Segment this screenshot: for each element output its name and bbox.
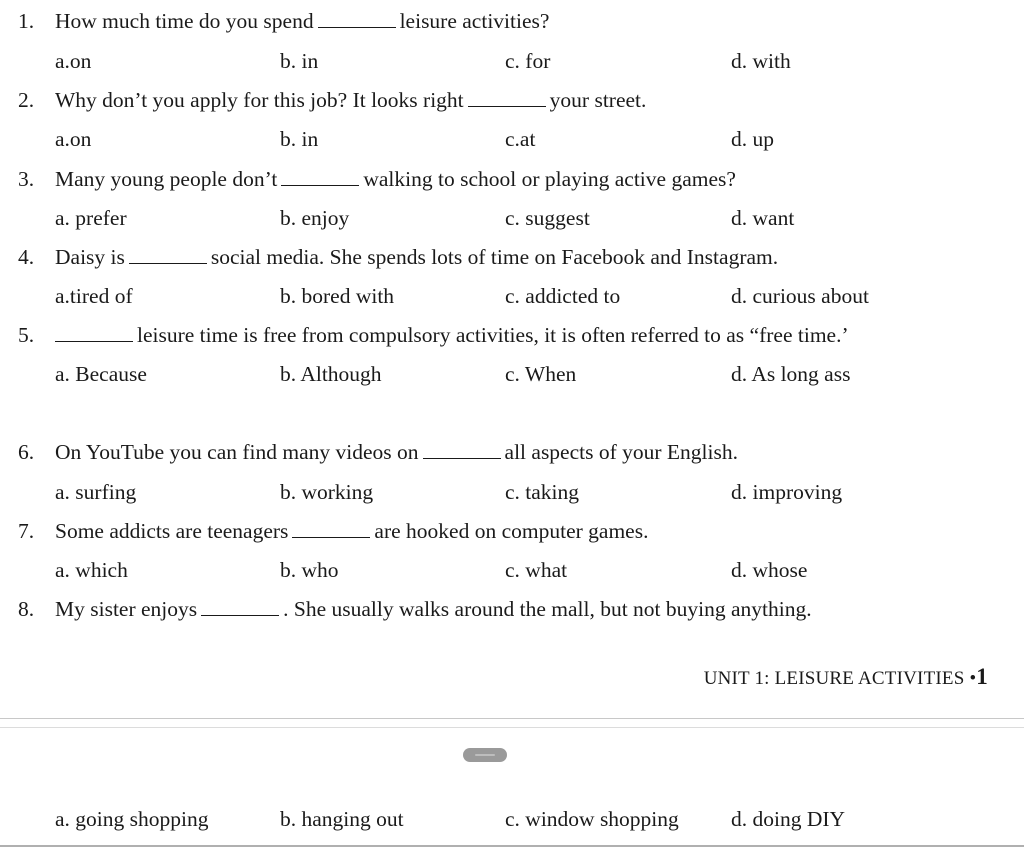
answer-blank [129,243,207,264]
options-row-2 [0,124,1024,154]
question-stem: How much time do you spend leisure activities? [55,9,550,33]
question-stem: Why don’t you apply for this job? It looks right your street. [55,88,647,112]
question-number: 1. [18,9,35,33]
option-d: d. want [731,206,795,230]
option-a: a.tired of [55,284,133,308]
answer-blank [201,595,279,616]
question-stem: On YouTube you can find many videos on all aspects of your English. [55,440,738,464]
answer-blank [55,321,133,342]
page-handle-icon[interactable] [463,748,507,762]
question-5 [0,320,1024,350]
page-break-line [0,718,1024,719]
option-a: a.on [55,127,92,151]
option-c: c. window shopping [505,807,679,831]
option-c: c. taking [505,480,580,504]
answer-blank [318,7,396,28]
option-c: c. for [505,49,551,73]
option-b: b. enjoy [280,206,350,230]
option-d: d. curious about [731,284,869,308]
option-a: a.on [55,49,92,73]
option-a: a. going shopping [55,807,209,831]
options-row-4 [0,281,1024,311]
bottom-edge-line [0,845,1024,847]
question-number: 4. [18,245,35,269]
option-d: d. whose [731,558,808,582]
option-b: b. hanging out [280,807,404,831]
question-3 [0,164,1024,194]
option-c: c. addicted to [505,284,621,308]
option-b: b. in [280,127,319,151]
option-b: b. Although [280,362,382,386]
question-number: 2. [18,88,35,112]
options-row-5 [0,359,1024,389]
question-stem: Daisy is social media. She spends lots of time on Facebook and Instagram. [55,245,779,269]
option-b: b. in [280,49,319,73]
option-a: a. Because [55,362,147,386]
question-number: 8. [18,597,35,621]
option-d: d. up [731,127,774,151]
question-7 [0,516,1024,546]
options-row-1 [0,46,1024,76]
page-number: 1 [976,664,988,689]
option-c: c. what [505,558,568,582]
option-b: b. working [280,480,374,504]
question-stem: Many young people don’t walking to school or playing active games? [55,167,736,191]
question-8 [0,594,1024,624]
option-b: b. bored with [280,284,395,308]
question-number: 6. [18,440,35,464]
question-1 [0,6,1024,36]
answer-blank [292,517,370,538]
page-footer [704,662,988,694]
options-row-3 [0,203,1024,233]
question-stem: leisure time is free from compulsory activities, it is often referred to as “free time.’ [55,320,849,350]
option-d: d. doing DIY [731,807,846,831]
options-row-7 [0,555,1024,585]
option-c: c. suggest [505,206,590,230]
answer-blank [423,438,501,459]
option-d: d. As long ass [731,362,851,386]
next-page-options-row [0,804,1024,834]
question-number: 3. [18,167,35,191]
question-stem: My sister enjoys . She usually walks around the mall, but not buying anything. [55,597,812,621]
unit-title: UNIT 1: LEISURE ACTIVITIES • [703,668,977,689]
page-break-line [0,727,1024,728]
question-number: 5. [18,323,35,347]
option-d: d. with [731,49,791,73]
question-2 [0,85,1024,115]
question-stem: Some addicts are teenagers are hooked on computer games. [55,519,649,543]
option-d: d. improving [731,480,843,504]
option-a: a. prefer [55,206,127,230]
option-c: c.at [505,127,536,151]
options-row-6 [0,477,1024,507]
option-b: b. who [280,558,339,582]
answer-blank [281,165,359,186]
answer-blank [468,86,546,107]
option-c: c. When [505,362,577,386]
option-a: a. which [55,558,128,582]
question-6 [0,437,1024,467]
option-a: a. surfing [55,480,137,504]
question-number: 7. [18,519,35,543]
question-4 [0,242,1024,272]
